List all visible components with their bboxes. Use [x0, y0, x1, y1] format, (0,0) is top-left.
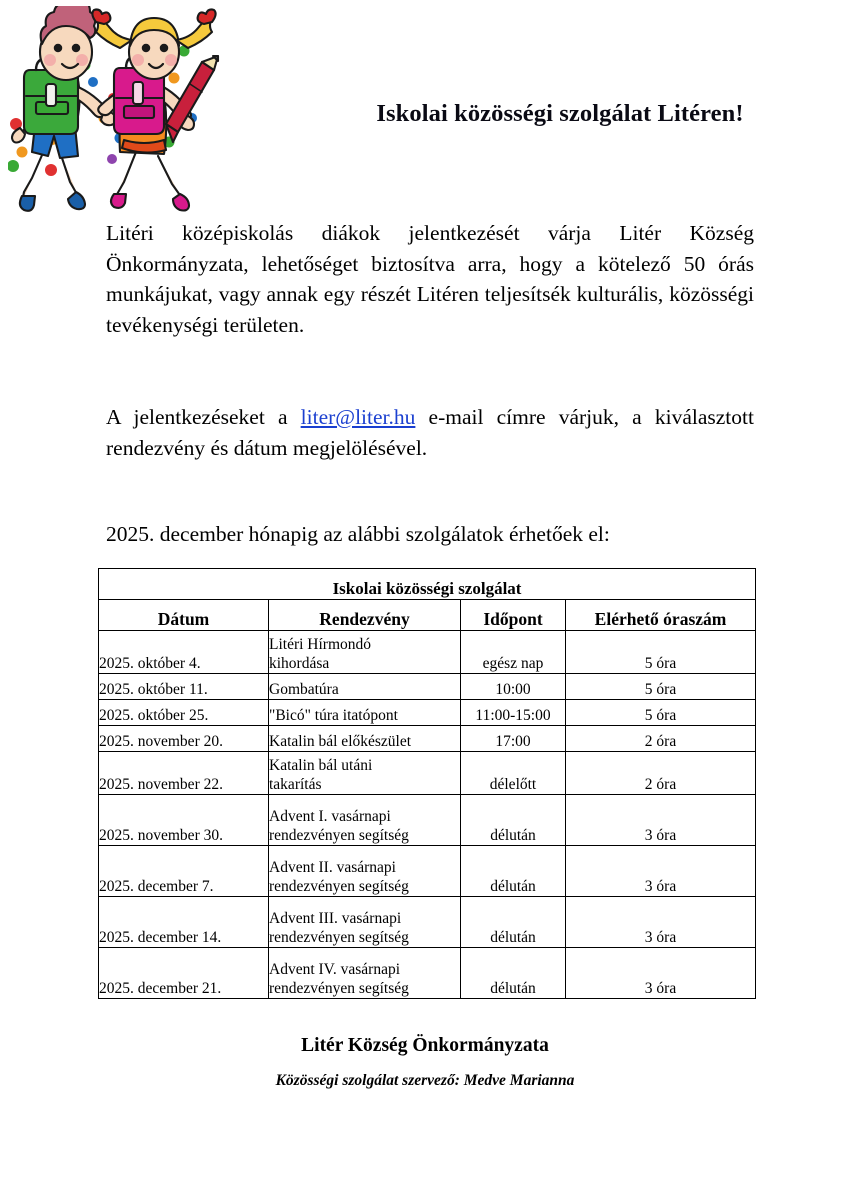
cell-time: 10:00	[461, 674, 566, 700]
application-paragraph	[106, 402, 754, 463]
cell-time: délután	[461, 846, 566, 897]
schedule-table	[98, 568, 756, 999]
cell-event	[269, 674, 461, 700]
event-line: rendezvényen segítség	[269, 878, 409, 895]
event-line: Litéri Hírmondó	[269, 636, 372, 653]
footer-organizer: Közösségi szolgálat szervező: Medve Marianna	[275, 1072, 575, 1089]
cell-time: délután	[461, 897, 566, 948]
application-text-after: e-mail címre várjuk, a kiválasztott rendezvény és dátum megjelölésével.	[106, 405, 754, 460]
cell-hours: 3 óra	[566, 795, 756, 846]
table-row	[99, 897, 756, 948]
cell-event	[269, 846, 461, 897]
spacer	[0, 549, 850, 568]
cell-hours: 5 óra	[566, 631, 756, 674]
event-line: Advent I. vasárnapi	[269, 808, 391, 825]
footer-organization: Litér Község Önkormányzata	[301, 1035, 549, 1056]
cell-date: 2025. november 30.	[99, 795, 269, 846]
cell-event	[269, 795, 461, 846]
column-header-hours: Elérhető óraszám	[566, 600, 756, 631]
cell-date: 2025. november 22.	[99, 752, 269, 795]
cell-date: 2025. december 7.	[99, 846, 269, 897]
cell-event	[269, 752, 461, 795]
cell-time: délelőtt	[461, 752, 566, 795]
table-row	[99, 631, 756, 674]
table-row	[99, 752, 756, 795]
cell-hours: 2 óra	[566, 726, 756, 752]
schoolchildren-clipart	[8, 6, 308, 214]
column-header-date: Dátum	[99, 600, 269, 631]
spacer	[106, 340, 754, 402]
cell-time: 17:00	[461, 726, 566, 752]
document-body	[0, 218, 850, 549]
table-row	[99, 674, 756, 700]
cell-hours: 3 óra	[566, 948, 756, 999]
cell-date: 2025. december 14.	[99, 897, 269, 948]
schedule-table-body	[99, 569, 756, 999]
table-row	[99, 700, 756, 726]
event-line: Advent IV. vasárnapi	[269, 961, 401, 978]
spacer	[106, 463, 754, 519]
event-line: rendezvényen segítség	[269, 827, 409, 844]
email-link[interactable]: liter@liter.hu	[300, 405, 416, 429]
cell-hours: 5 óra	[566, 700, 756, 726]
cell-event	[269, 897, 461, 948]
cell-event	[269, 948, 461, 999]
table-row	[99, 846, 756, 897]
column-header-time: Időpont	[461, 600, 566, 631]
cell-date: 2025. december 21.	[99, 948, 269, 999]
event-line: "Bicó" túra itatópont	[269, 707, 398, 724]
schedule-intro-line: 2025. december hónapig az alábbi szolgálatok érhetőek el:	[106, 522, 610, 546]
table-caption-row	[99, 569, 756, 600]
table-row	[99, 726, 756, 752]
event-line: Katalin bál utáni	[269, 757, 373, 774]
event-line: Gombatúra	[269, 681, 339, 698]
schedule-table-wrapper	[0, 568, 850, 999]
intro-paragraph: Litéri középiskolás diákok jelentkezését várja Litér Község Önkormányzata, lehetőséget biztosítva arra, hogy a kötelező 50 órás munkájukat, vagy annak egy részét Litéren teljesítsék kulturális, közösségi tevékenységi területen.	[106, 221, 754, 337]
table-caption: Iskolai közösségi szolgálat	[99, 569, 756, 600]
table-header-row	[99, 600, 756, 631]
cell-date: 2025. október 4.	[99, 631, 269, 674]
cell-time: egész nap	[461, 631, 566, 674]
event-line: Advent II. vasárnapi	[269, 859, 396, 876]
cell-date: 2025. november 20.	[99, 726, 269, 752]
cell-hours: 3 óra	[566, 897, 756, 948]
cell-hours: 5 óra	[566, 674, 756, 700]
event-line: Katalin bál előkészület	[269, 733, 412, 750]
event-line: kihordása	[269, 655, 330, 672]
event-line: rendezvényen segítség	[269, 980, 409, 997]
document-header	[0, 0, 850, 218]
cell-time: 11:00-15:00	[461, 700, 566, 726]
girl-figure	[92, 10, 218, 211]
cell-event	[269, 631, 461, 674]
event-line: rendezvényen segítség	[269, 929, 409, 946]
cell-hours: 2 óra	[566, 752, 756, 795]
table-row	[99, 795, 756, 846]
table-row	[99, 948, 756, 999]
event-line: takarítás	[269, 776, 322, 793]
document-footer	[0, 1035, 850, 1090]
cell-event	[269, 700, 461, 726]
cell-event	[269, 726, 461, 752]
page-title: Iskolai közösségi szolgálat Litéren!	[376, 100, 744, 127]
column-header-event: Rendezvény	[269, 600, 461, 631]
cell-date: 2025. október 25.	[99, 700, 269, 726]
cell-hours: 3 óra	[566, 846, 756, 897]
application-text-before: A jelentkezéseket a	[106, 405, 301, 429]
cell-time: délután	[461, 948, 566, 999]
event-line: Advent III. vasárnapi	[269, 910, 402, 927]
cell-time: délután	[461, 795, 566, 846]
cell-date: 2025. október 11.	[99, 674, 269, 700]
